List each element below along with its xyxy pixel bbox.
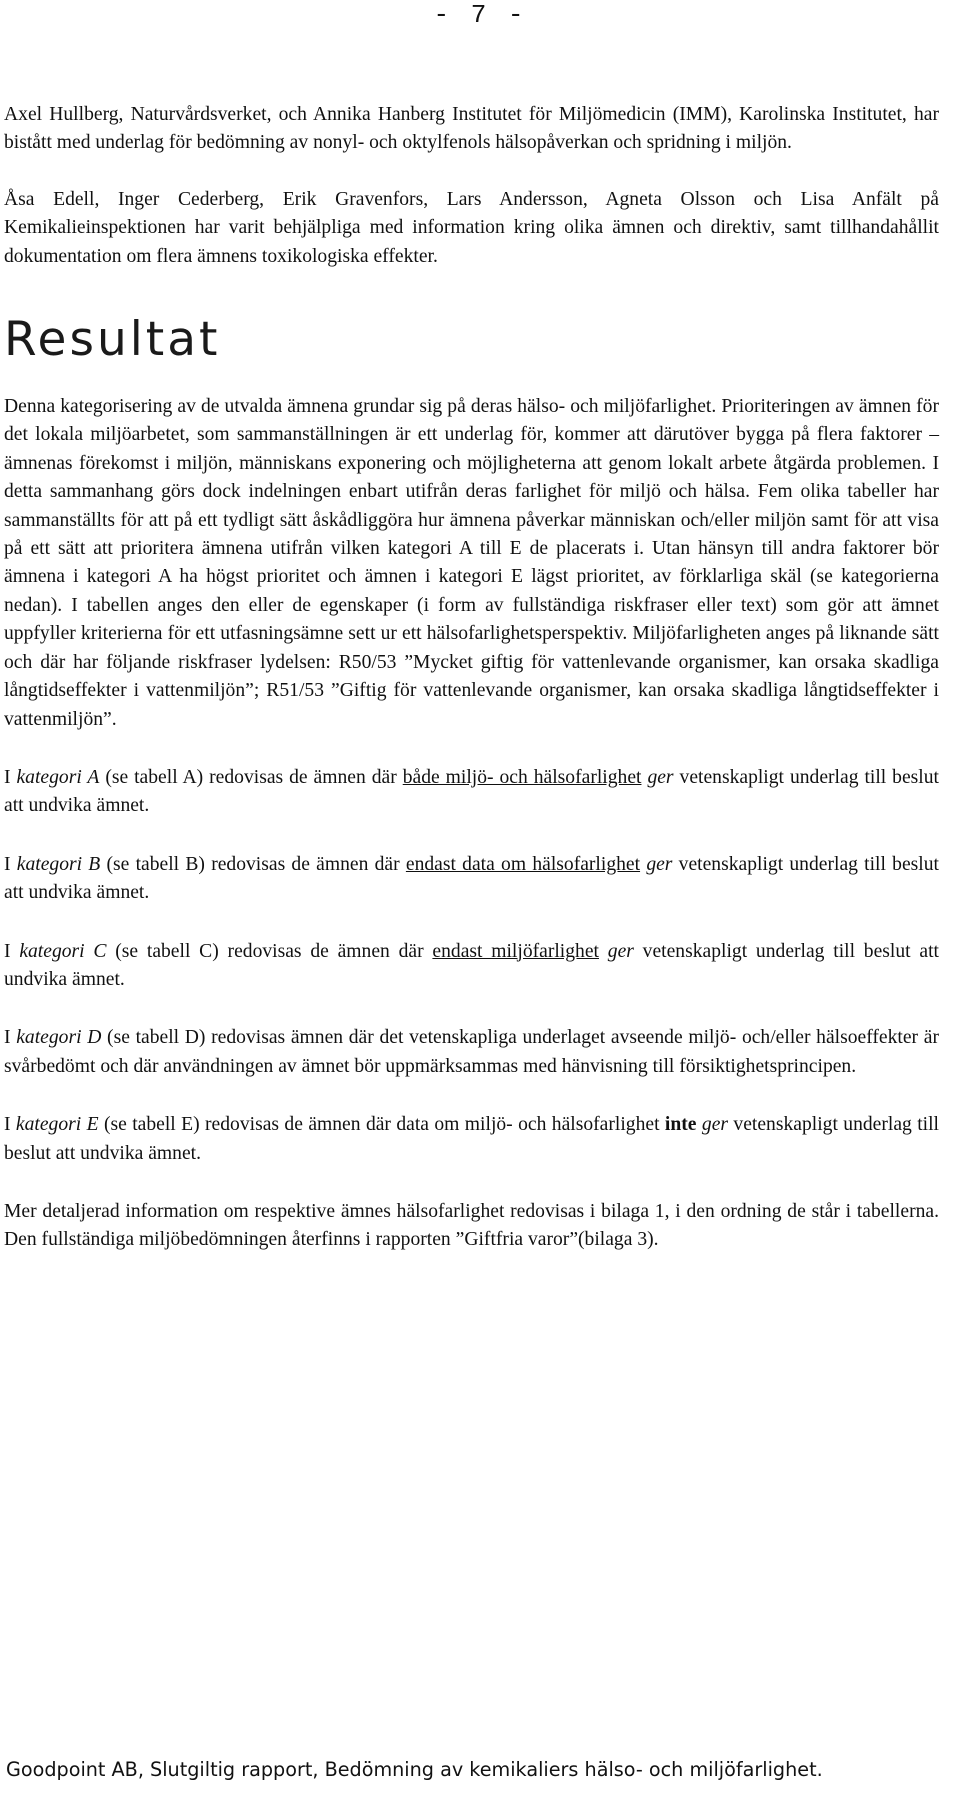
category-c-emphasis: endast miljöfarlighet bbox=[432, 940, 599, 962]
category-d-label: kategori D bbox=[16, 1027, 102, 1049]
section-heading: Resultat bbox=[4, 312, 221, 368]
category-d-paragraph: I kategori D (se tabell D) redovisas ämnen där det vetenskapliga underlaget avseende miljö- och/eller hälsoeffekter är svårbedömt och där användningen av ämnet bör uppmärksammas med hänvisning till försiktighetsprincipen. bbox=[4, 1027, 939, 1077]
category-c-label: kategori C bbox=[19, 940, 107, 962]
acknowledgement-paragraph-2: Åsa Edell, Inger Cederberg, Erik Gravenfors, Lars Andersson, Agneta Olsson och Lisa Anfält på Kemikalieinspektionen har varit behjälpliga med information kring olika ämnen och direktiv, samt tillhandahållit dokumentation om flera ämnens toxikologiska effekter. bbox=[4, 188, 939, 267]
category-a-emphasis: både miljö- och hälsofarlighet bbox=[402, 766, 642, 788]
category-e-emphasis: inte bbox=[664, 1114, 697, 1136]
category-c-paragraph: I kategori C (se tabell C) redovisas de ämnen där endast miljöfarlighet ger vetenskapligt underlag till beslut att undvika ämnet. bbox=[4, 940, 939, 990]
document-body bbox=[4, 101, 939, 1255]
category-b-label: kategori B bbox=[16, 853, 101, 875]
page-number: - 7 - bbox=[433, 0, 527, 30]
category-e-paragraph: I kategori E (se tabell E) redovisas de ämnen där data om miljö- och hälsofarlighet inte ger vetenskapligt underlag till beslut att undvika ämnet. bbox=[4, 1114, 939, 1164]
category-b-emphasis: endast data om hälsofarlighet bbox=[405, 853, 641, 875]
category-a-label: kategori A bbox=[16, 766, 100, 788]
category-a-paragraph: I kategori A (se tabell A) redovisas de ämnen där både miljö- och hälsofarlighet ger vetenskapligt underlag till beslut att undvika ämnet. bbox=[4, 766, 939, 817]
result-paragraph: Denna kategorisering av de utvalda ämnena grundar sig på deras hälso- och miljöfarlighet. Prioriteringen av ämnen för det lokala miljöarbetet, som sammanställningen är ett underlag för, kommer att därutöver bygga på flera faktorer – ämnenas förekomst i miljön, människans exponering och möjligheterna att genom lokalt arbete åtgärda problemen. I detta sammanhang görs dock indelningen enbart utifrån deras farlighet för miljö och hälsa. Fem olika tabeller har sammanställts för att på ett tydligt sätt åskådliggöra hur ämnena påverkar människan och/eller miljön samt för att visa på ett sätt att prioritera ämnena utifrån vilken kategori A till E de placerats i. Utan hänsyn till andra faktorer bör ämnena i kategori A ha högst prioritet och ämnen i kategori E lägst prioritet, av förklarliga skäl (se kategorierna nedan). I tabellen anges den eller de egenskaper (i form av fullständiga riskfraser eller text) som gör att ämnet uppfyller kriterierna för ett utfasningsämne sett ur ett hälsofarlighetsperspektiv. Miljöfarligheten anges på liknande sätt och där har följande riskfraser lydelsen: R50/53 ”Mycket giftig för vattenlevande organismer, kan orsaka skadliga långtidseffekter i vattenmiljön”; R51/53 ”Giftig för vattenlevande organismer, kan orsaka skadliga långtidseffekter i vattenmiljön”. bbox=[4, 396, 939, 730]
closing-paragraph: Mer detaljerad information om respektive ämnes hälsofarlighet redovisas i bilaga 1, i den ordning de står i tabellerna. Den fullständiga miljöbedömningen återfinns i rapporten ”Giftfria varor”(bilaga 3). bbox=[4, 1200, 939, 1251]
page-footer: Goodpoint AB, Slutgiltig rapport, Bedömning av kemikaliers hälso- och miljöfarlighet. bbox=[6, 1758, 823, 1781]
acknowledgement-paragraph-1: Axel Hullberg, Naturvårdsverket, och Annika Hanberg Institutet för Miljömedicin (IMM), Karolinska Institutet, har bistått med underlag för bedömning av nonyl- och oktylfenols hälsopåverkan och spridning i miljön. bbox=[4, 104, 939, 154]
category-e-label: kategori E bbox=[15, 1114, 99, 1136]
category-b-paragraph: I kategori B (se tabell B) redovisas de ämnen där endast data om hälsofarlighet ger vetenskapligt underlag till beslut att undvika ämnet. bbox=[4, 853, 939, 904]
